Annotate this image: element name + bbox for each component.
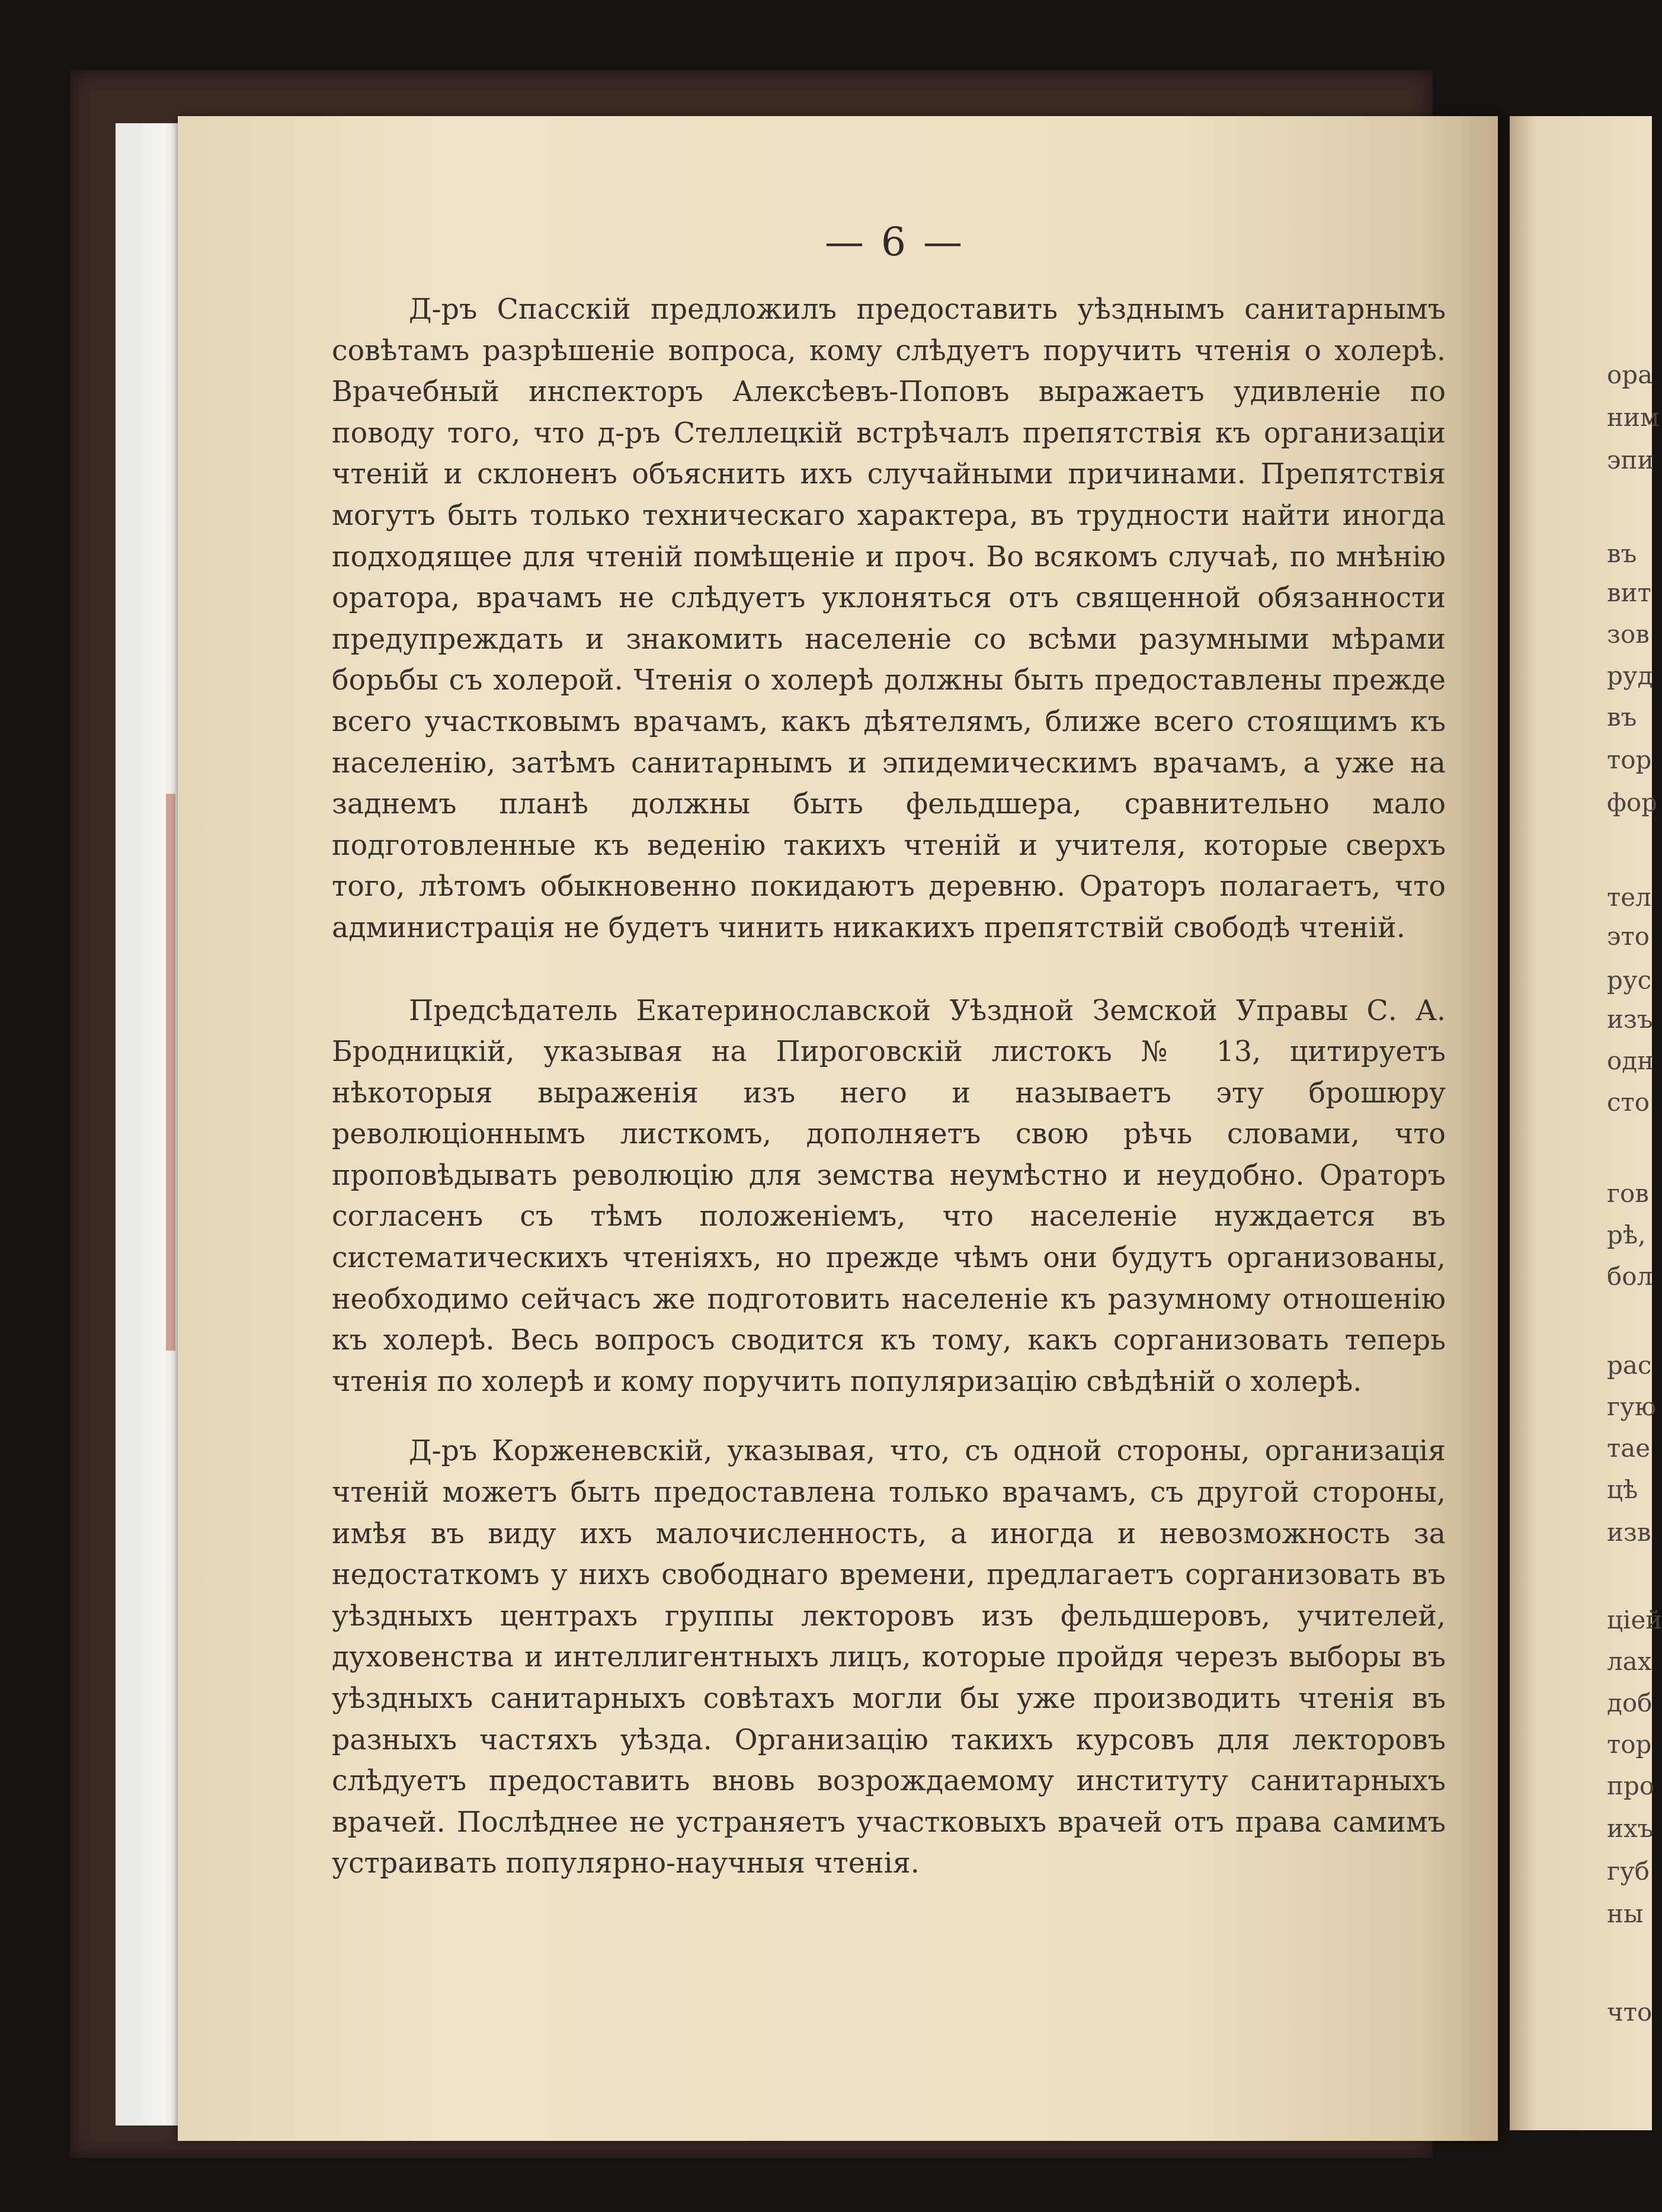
page-body [332,289,1446,1884]
facing-fragment: эпи [1607,445,1654,475]
facing-fragment: ны [1607,1899,1644,1928]
facing-fragment: гую [1607,1392,1657,1421]
facing-fragment: что [1607,1998,1653,2027]
paragraph-3: Д-ръ Корженевскій, указывая, что, съ одной стороны, организація чтеній можетъ быть предоставлена только врачамъ, съ другой стороны, имѣя въ виду ихъ малочисленность, а иногда и невозможность за недостаткомъ у нихъ свободнаго времени, предлагаетъ сорганизовать въ уѣздныхъ центрахъ группы лекторовъ изъ фельдшеровъ, учителей, духовенства и интеллигентныхъ лицъ, которые пройдя черезъ выборы въ уѣздныхъ санитарныхъ совѣтахъ могли бы уже производить чтенія въ разныхъ частяхъ уѣзда. Организацію такихъ курсовъ для лекторовъ слѣдуетъ предоставить вновь возрождаемому институту санитарныхъ врачей. Послѣднее не устраняетъ участковыхъ врачей отъ права самимъ устраивать популярно-научныя чтенія. [332,1435,1446,1880]
facing-fragment: въ [1607,539,1637,568]
facing-fragment: рус [1607,966,1652,995]
facing-fragment: рас [1607,1351,1652,1380]
facing-fragment: гов [1607,1179,1649,1208]
facing-fragment: руд [1607,661,1653,690]
bookmark-ribbon [166,794,175,1351]
facing-fragment: ним [1607,403,1660,432]
facing-fragment: про [1607,1771,1655,1800]
facing-fragment: зов [1607,620,1650,649]
paragraph-2: Предсѣдатель Екатеринославской Уѣздной Земской Управы С. А. Бродницкій, указывая на Пироговскій листокъ № 13, цитируетъ нѣкоторыя выраженія изъ него и называетъ эту брошюру революціоннымъ листкомъ, дополняетъ свою рѣчь словами, что проповѣдывать революцію для земства неумѣстно и неудобно. Ораторъ согласенъ съ тѣмъ положеніемъ, что населеніе нуждается въ систематическихъ чтеніяхъ, но прежде чѣмъ они будутъ организованы, необходимо сейчасъ же подготовить населеніе къ разумному отношенію къ холерѣ. Весь вопросъ сводится къ тому, какъ сорганизовать теперь чтенія по холерѣ и кому поручить популяризацію свѣдѣній о холерѣ. [332,994,1446,1398]
facing-fragment: рѣ, [1607,1220,1646,1249]
facing-fragment: изв [1607,1518,1651,1547]
facing-fragment: тор [1607,1730,1652,1759]
page-number: — 6 — [825,219,965,265]
facing-fragment: ора [1607,360,1653,389]
facing-fragment: это [1607,922,1650,951]
facing-fragment: ихъ [1607,1814,1654,1843]
facing-fragment: въ [1607,703,1637,732]
facing-fragment: вит [1607,578,1651,607]
facing-fragment: доб [1607,1688,1653,1717]
facing-fragment: тел [1607,883,1651,912]
facing-fragment: одн [1607,1046,1654,1075]
facing-fragment: лах [1607,1647,1652,1676]
facing-fragment: цѣ [1607,1475,1638,1504]
facing-fragment: ціей [1607,1605,1662,1634]
facing-fragment: тор [1607,745,1652,774]
facing-fragment: фор [1607,788,1658,817]
facing-fragment: сто [1607,1088,1650,1117]
facing-fragment: губ [1607,1857,1650,1886]
facing-fragment: изъ [1607,1005,1653,1034]
facing-fragment: бол [1607,1262,1653,1291]
facing-fragment: тае [1607,1434,1651,1463]
paragraph-1: Д-ръ Спасскій предложилъ предоставить уѣзднымъ санитарнымъ совѣтамъ разрѣшеніе вопроса, кому слѣдуетъ поручить чтенія о холерѣ. Врачебный инспекторъ Алексѣевъ-Поповъ выражаетъ удивленіе по поводу того, что д-ръ Стеллецкій встрѣчалъ препятствія къ организаціи чтеній и склоненъ объяснить ихъ случайными причинами. Препятствія могутъ быть только техническаго характера, въ трудности найти иногда подходящее для чтеній помѣщеніе и проч. Во всякомъ случаѣ, по мнѣнію оратора, врачамъ не слѣдуетъ уклоняться отъ священной обязанности предупреждать и знакомить населеніе со всѣми разумными мѣрами борьбы съ холерой. Чтенія о холерѣ должны быть предоставлены прежде всего участковымъ врачамъ, какъ дѣятелямъ, ближе всего стоящимъ къ населенію, затѣмъ санитарнымъ и эпидемическимъ врачамъ, а уже на заднемъ планѣ должны быть фельдшера, сравнительно мало подготовленные къ веденію такихъ чтеній и учителя, которые сверхъ того, лѣтомъ обыкновенно покидаютъ деревню. Ораторъ полагаетъ, что администрація не будетъ чинить никакихъ препятствій свободѣ чтеній. [332,293,1446,944]
